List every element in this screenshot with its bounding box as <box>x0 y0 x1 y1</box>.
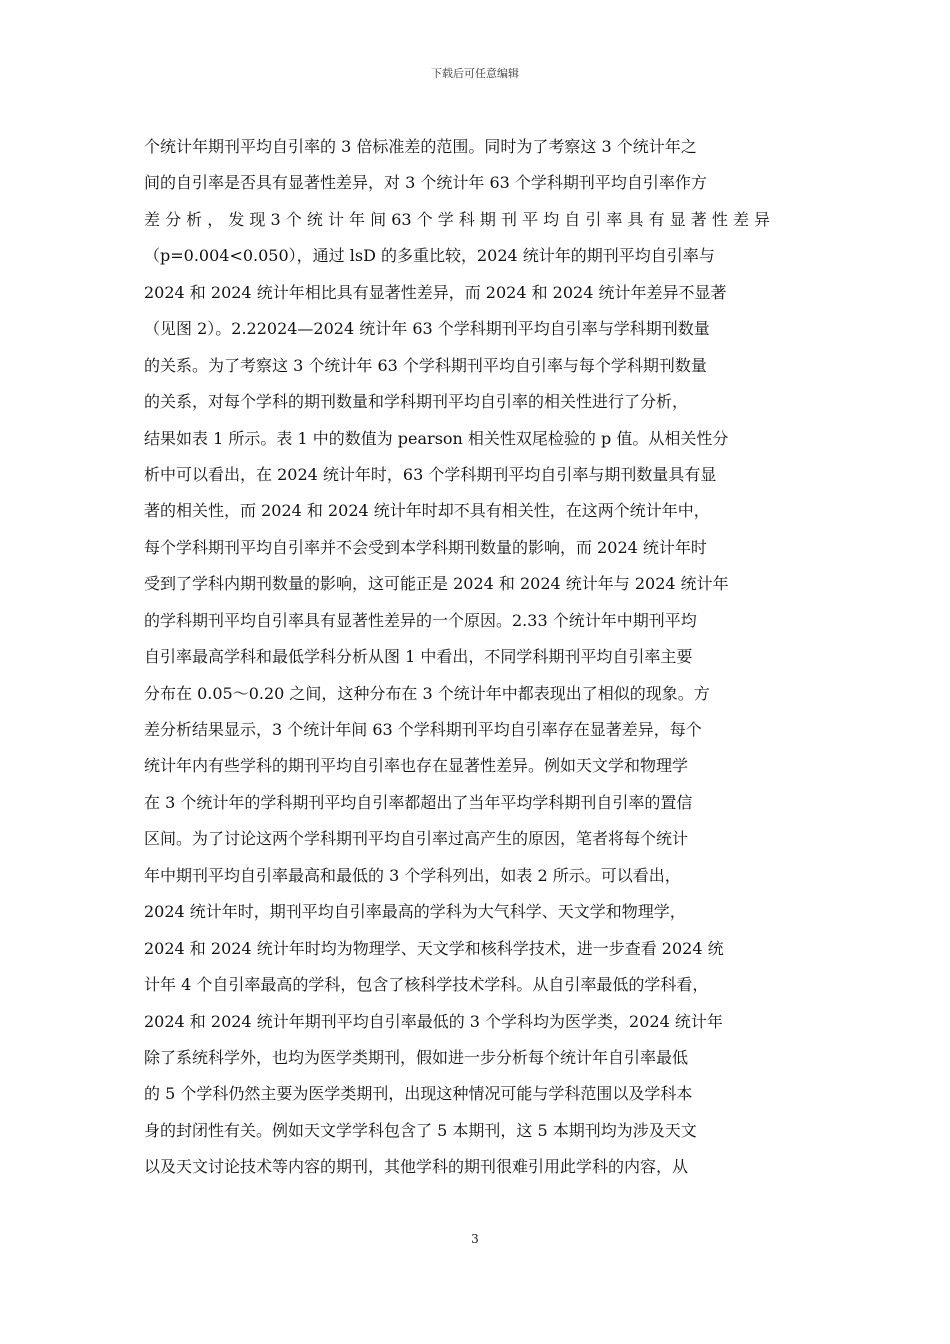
page-header: 下载后可任意编辑 <box>431 67 519 80</box>
page-number: 3 <box>471 1232 479 1246</box>
text-line: 的学科期刊平均自引率具有显著性差异的一个原因。2.33 个统计年中期刊平均 <box>144 610 697 630</box>
text-line: 结果如表 1 所示。表 1 中的数值为 pearson 相关性双尾检验的 p 值。从相关性分 <box>144 428 729 448</box>
text-line: 年中期刊平均自引率最高和最低的 3 个学科列出，如表 2 所示。可以看出， <box>144 865 681 885</box>
text-line: 受到了学科内期刊数量的影响，这可能正是 2024 和 2024 统计年与 2024 统计年 <box>144 574 729 594</box>
text-line: 在 3 个统计年的学科期刊平均自引率都超出了当年平均学科期刊自引率的置信 <box>144 792 693 812</box>
text-line: 个统计年期刊平均自引率的 3 倍标准差的范围。同时为了考察这 3 个统计年之 <box>144 137 697 156</box>
text-line: 差分析结果显示，3 个统计年间 63 个学科期刊平均自引率存在显著差异，每个 <box>144 720 702 739</box>
text-line: 2024 和 2024 统计年期刊平均自引率最低的 3 个学科均为医学类，2024 统计年 <box>144 1011 723 1031</box>
text-line: 析中可以看出，在 2024 统计年时，63 个学科期刊平均自引率与期刊数量具有显 <box>144 464 717 484</box>
text-line: （见图 2）。2.22024—2024 统计年 63 个学科期刊平均自引率与学科期刊数量 <box>144 319 710 339</box>
body-text <box>144 129 808 1186</box>
text-line: 自引率最高学科和最低学科分析从图 1 中看出，不同学科期刊平均自引率主要 <box>144 647 693 667</box>
text-line: 2024 和 2024 统计年相比具有显著性差异，而 2024 和 2024 统计年差异不显著 <box>144 282 727 302</box>
text-line: 统计年内有些学科的期刊平均自引率也存在显著性差异。例如天文学和物理学 <box>144 756 689 776</box>
text-line: 的关系，对每个学科的期刊数量和学科期刊平均自引率的相关性进行了分析， <box>144 392 689 412</box>
text-line: （p=0.004<0.050），通过 lsD 的多重比较，2024 统计年的期刊平均自引率与 <box>144 246 715 266</box>
text-line: 2024 和 2024 统计年时均为物理学、天文学和核科学技术，进一步查看 2024 统 <box>144 938 724 958</box>
text-line: 每个学科期刊平均自引率并不会受到本学科期刊数量的影响，而 2024 统计年时 <box>144 537 707 557</box>
text-line: 以及天文讨论技术等内容的期刊，其他学科的期刊很难引用此学科的内容，从 <box>144 1157 689 1177</box>
text-line: 的 5 个学科仍然主要为医学类期刊，出现这种情况可能与学科范围以及学科本 <box>144 1084 693 1104</box>
text-line: 分布在 0.05～0.20 之间，这种分布在 3 个统计年中都表现出了相似的现象。方 <box>144 683 710 703</box>
text-line: 除了系统科学外，也均为医学类期刊，假如进一步分析每个统计年自引率最低 <box>144 1047 689 1067</box>
text-line: 著的相关性，而 2024 和 2024 统计年时却不具有相关性，在这两个统计年中， <box>144 501 710 521</box>
text-line: 2024 统计年时，期刊平均自引率最高的学科为大气科学、天文学和物理学， <box>144 902 686 922</box>
text-line: 差 分 析 ， 发 现 3 个 统 计 年 间 63 个 学 科 期 刊 平 均 自 引 率 具 有 显 著 性 差 异 <box>144 209 771 229</box>
text-line: 间的自引率是否具有显著性差异，对 3 个统计年 63 个学科期刊平均自引率作方 <box>144 173 707 193</box>
text-line: 区间。为了讨论这两个学科期刊平均自引率过高产生的原因，笔者将每个统计 <box>144 829 689 849</box>
text-line: 身的封闭性有关。例如天文学学科包含了 5 本期刊，这 5 本期刊均为涉及天文 <box>144 1120 697 1140</box>
text-line: 计年 4 个自引率最高的学科，包含了核科学技术学科。从自引率最低的学科看， <box>144 975 709 995</box>
text-line: 的关系。为了考察这 3 个统计年 63 个学科期刊平均自引率与每个学科期刊数量 <box>144 355 707 375</box>
